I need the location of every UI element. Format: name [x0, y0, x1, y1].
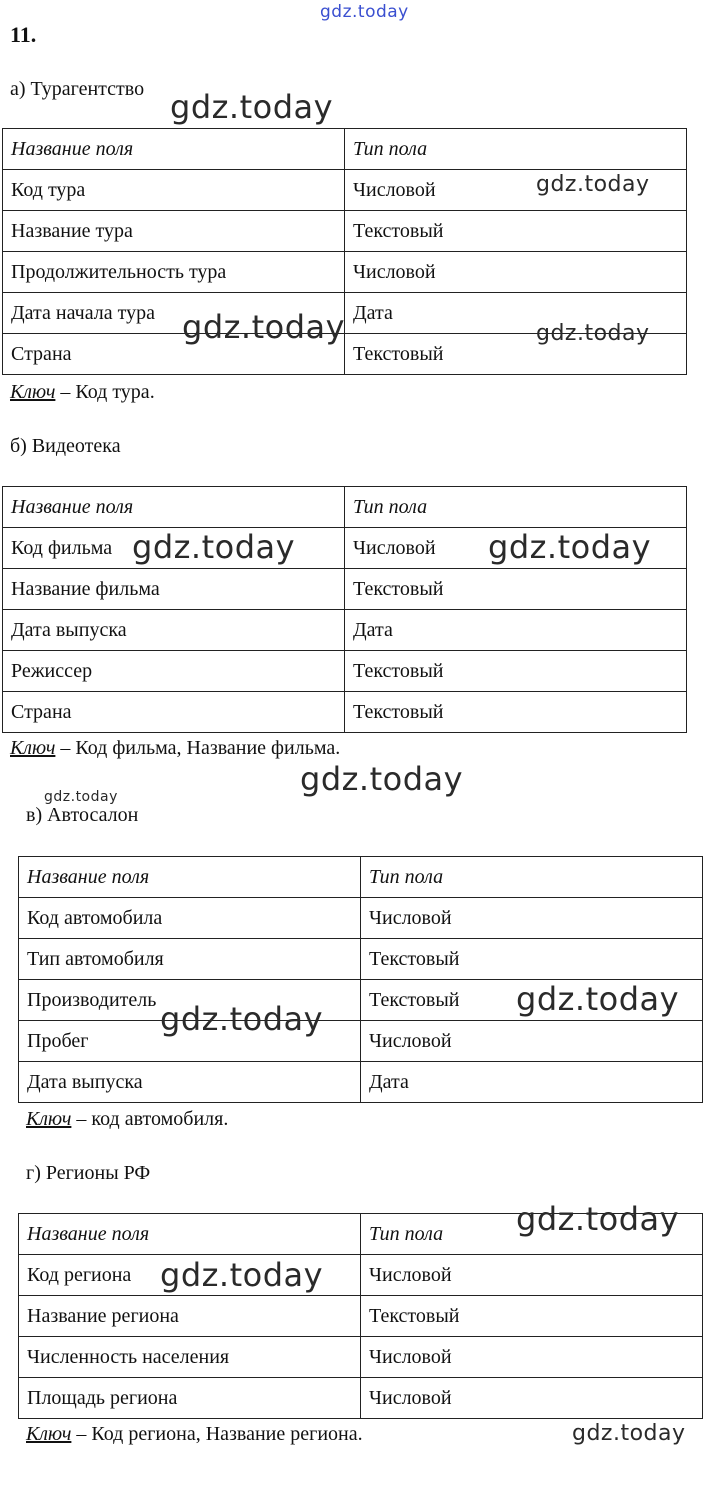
section-a-key: [10, 381, 155, 404]
field-type: Текстовый: [361, 1296, 703, 1337]
table-row: [3, 610, 687, 651]
field-type: Текстовый: [345, 692, 687, 733]
table-row: [19, 1296, 703, 1337]
watermark-text: gdz.today: [488, 528, 652, 566]
field-name: Продолжительность тура: [3, 252, 345, 293]
field-name: Название региона: [19, 1296, 361, 1337]
field-name: Код фильма: [3, 528, 345, 569]
key-label: Ключ: [10, 381, 56, 403]
field-type: Числовой: [345, 170, 687, 211]
table-header-row: [3, 129, 687, 170]
table-row: [19, 1021, 703, 1062]
field-name: Код тура: [3, 170, 345, 211]
watermark-text: gdz.today: [536, 321, 650, 346]
section-a-heading: а) Турагентство: [10, 78, 145, 100]
key-text: – код автомобиля.: [71, 1108, 229, 1130]
field-type: Текстовый: [361, 980, 703, 1021]
key-text: – Код тура.: [55, 381, 155, 403]
field-name: Пробег: [19, 1021, 361, 1062]
field-type: Текстовый: [345, 211, 687, 252]
key-label: Ключ: [10, 737, 56, 759]
header-field-type: Тип пола: [361, 857, 703, 898]
watermark-text: gdz.today: [300, 760, 464, 798]
field-name: Площадь региона: [19, 1378, 361, 1419]
field-type: Текстовый: [345, 569, 687, 610]
table-row: [19, 1062, 703, 1103]
key-text: – Код фильма, Название фильма.: [55, 737, 341, 759]
section-d-heading: г) Регионы РФ: [26, 1162, 151, 1184]
table-row: [19, 1255, 703, 1296]
field-name: Страна: [3, 692, 345, 733]
field-type: Числовой: [361, 1337, 703, 1378]
field-type: Дата: [345, 293, 687, 334]
field-type: Текстовый: [345, 651, 687, 692]
watermark-text: gdz.today: [572, 1421, 686, 1446]
header-field-type: Тип пола: [345, 129, 687, 170]
header-field-name: Название поля: [19, 857, 361, 898]
key-label: Ключ: [26, 1108, 72, 1130]
field-name: Страна: [3, 334, 345, 375]
field-name: Дата начала тура: [3, 293, 345, 334]
section-c-heading: в) Автосалон: [26, 804, 139, 826]
field-name: Режиссер: [3, 651, 345, 692]
field-name: Код региона: [19, 1255, 361, 1296]
key-label: Ключ: [26, 1423, 72, 1445]
watermark-text: gdz.today: [516, 980, 680, 1018]
field-type: Текстовый: [345, 334, 687, 375]
watermark-text: gdz.today: [170, 88, 334, 126]
field-type: Числовой: [345, 528, 687, 569]
field-name: Тип автомобиля: [19, 939, 361, 980]
table-row: [3, 651, 687, 692]
field-name: Название тура: [3, 211, 345, 252]
table-row: [3, 211, 687, 252]
header-field-type: Тип пола: [361, 1214, 703, 1255]
field-name: Производитель: [19, 980, 361, 1021]
field-name: Код автомобила: [19, 898, 361, 939]
field-type: Числовой: [345, 252, 687, 293]
table-row: [3, 692, 687, 733]
field-type: Числовой: [361, 898, 703, 939]
watermark-text: gdz.today: [132, 528, 296, 566]
section-b-key: [10, 737, 340, 760]
section-d-key: [26, 1423, 363, 1446]
watermark-text: gdz.today: [160, 1256, 324, 1294]
watermark-text: gdz.today: [320, 2, 409, 22]
field-name: Численность населения: [19, 1337, 361, 1378]
table-header-row: [19, 857, 703, 898]
section-b-heading: б) Видеотека: [10, 435, 121, 457]
watermark-text: gdz.today: [516, 1200, 680, 1238]
table-row: [3, 252, 687, 293]
watermark-text: gdz.today: [160, 1000, 324, 1038]
section-c-key: [26, 1108, 228, 1131]
task-number: 11.: [10, 22, 37, 47]
table-row: [19, 939, 703, 980]
field-name: Дата выпуска: [3, 610, 345, 651]
header-field-name: Название поля: [3, 129, 345, 170]
table-row: [3, 569, 687, 610]
section-d-table: [18, 1213, 703, 1419]
field-type: Числовой: [361, 1021, 703, 1062]
watermark-text: gdz.today: [44, 789, 118, 805]
field-type: Числовой: [361, 1378, 703, 1419]
table-row: [19, 1378, 703, 1419]
table-row: [19, 898, 703, 939]
section-b-table: [2, 486, 687, 733]
key-text: – Код региона, Название региона.: [71, 1423, 363, 1445]
header-field-name: Название поля: [19, 1214, 361, 1255]
field-type: Дата: [345, 610, 687, 651]
header-field-name: Название поля: [3, 487, 345, 528]
table-header-row: [3, 487, 687, 528]
field-type: Текстовый: [361, 939, 703, 980]
table-row: [19, 1337, 703, 1378]
watermark-text: gdz.today: [182, 308, 346, 346]
watermark-text: gdz.today: [536, 172, 650, 197]
field-name: Дата выпуска: [19, 1062, 361, 1103]
field-type: Числовой: [361, 1255, 703, 1296]
field-name: Название фильма: [3, 569, 345, 610]
header-field-type: Тип пола: [345, 487, 687, 528]
field-type: Дата: [361, 1062, 703, 1103]
